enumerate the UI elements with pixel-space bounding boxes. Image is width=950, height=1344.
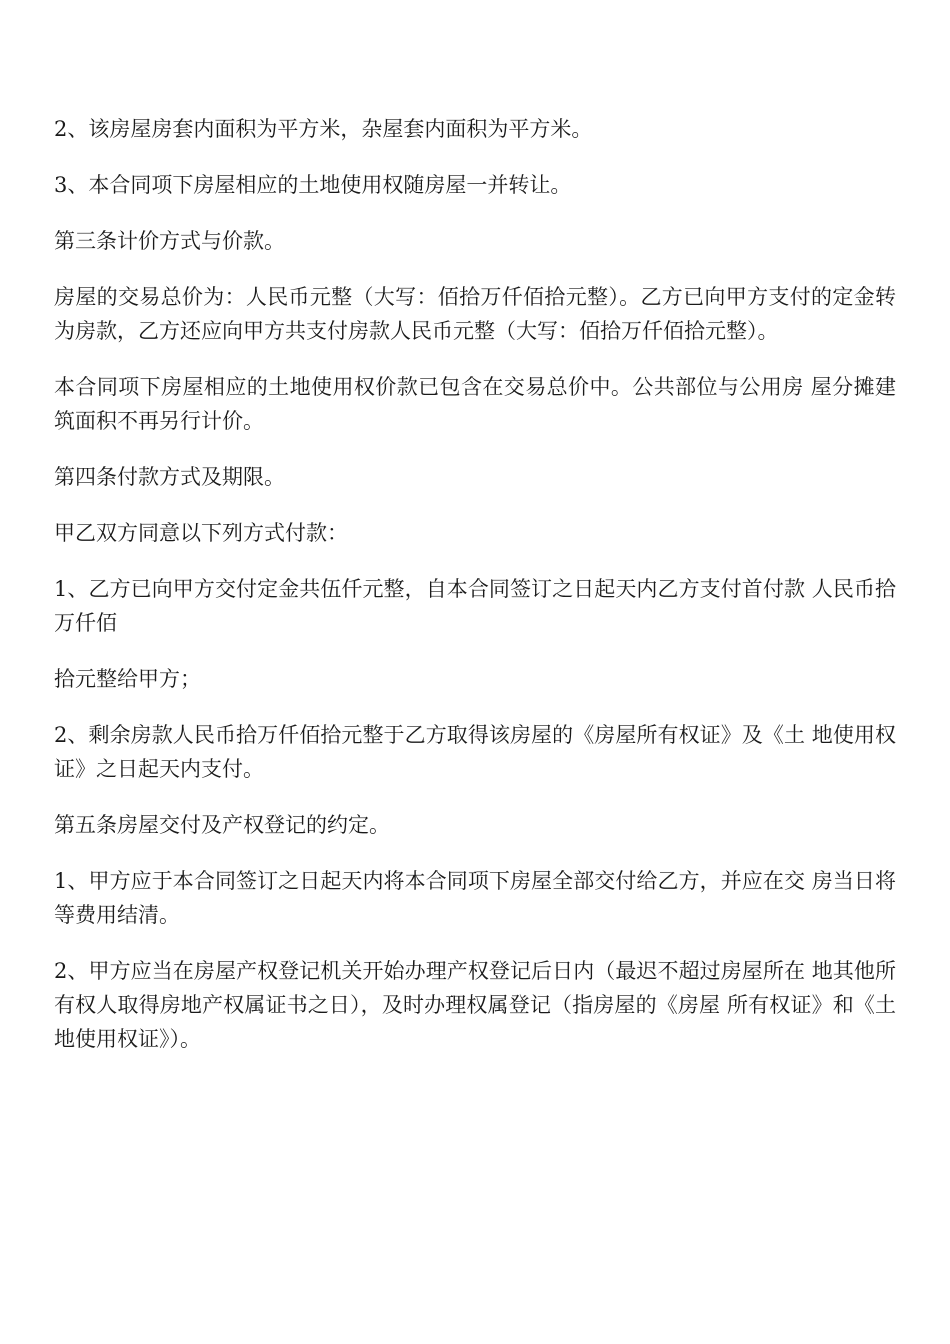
payment-method-intro: 甲乙双方同意以下列方式付款： — [54, 521, 348, 545]
article-4-heading: 第四条付款方式及期限。 — [54, 465, 285, 489]
payment-item-1: 1、乙方已向甲方交付定金共伍仟元整，自本合同签订之日起天内乙方支付首付款 人民币拾万仟佰 — [54, 577, 896, 635]
contract-body — [54, 112, 896, 1078]
delivery-item-1: 1、甲方应于本合同签订之日起天内将本合同项下房屋全部交付给乙方，并应在交 房当日将等费用结清。 — [54, 869, 896, 927]
total-price-paragraph: 房屋的交易总价为：人民币元整（大写：佰拾万仟佰拾元整）。乙方已向甲方支付的定金转为房款，乙方还应向甲方共支付房款人民币元整（大写：佰拾万仟佰拾元整）。 — [54, 285, 896, 343]
article-5-heading: 第五条房屋交付及产权登记的约定。 — [54, 813, 390, 837]
payment-item-2: 2、剩余房款人民币拾万仟佰拾元整于乙方取得该房屋的《房屋所有权证》及《土 地使用权证》之日起天内支付。 — [54, 723, 896, 781]
clause-2-house-area: 2、该房屋房套内面积为平方米，杂屋套内面积为平方米。 — [54, 117, 593, 141]
land-price-included-paragraph: 本合同项下房屋相应的土地使用权价款已包含在交易总价中。公共部位与公用房 屋分摊建筑面积不再另行计价。 — [54, 375, 896, 433]
delivery-item-2: 2、甲方应当在房屋产权登记机关开始办理产权登记后日内（最迟不超过房屋所在 地其他所有权人取得房地产权属证书之日），及时办理权属登记（指房屋的《房屋 所有权证》和《土地使用权证》）。 — [54, 959, 896, 1051]
clause-3-land-use-transfer: 3、本合同项下房屋相应的土地使用权随房屋一并转让。 — [54, 173, 572, 197]
payment-item-1-continued: 拾元整给甲方； — [54, 667, 201, 691]
article-3-heading: 第三条计价方式与价款。 — [54, 229, 285, 253]
